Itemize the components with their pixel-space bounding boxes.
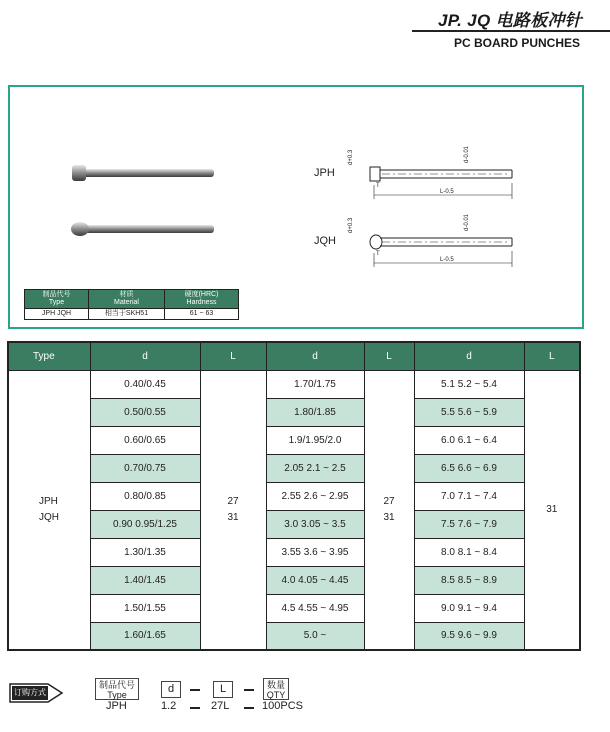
mat-header-material: 材质 Material [89,290,165,309]
page-subtitle: PC BOARD PUNCHES [453,36,580,50]
d1-cell: 0.80/0.85 [90,482,200,510]
d3-cell: 6.5 6.6 ~ 6.9 [414,454,524,482]
d3-cell: 8.0 8.1 ~ 8.4 [414,538,524,566]
header-l1: L [200,342,266,370]
jph-dim-l: L-0.5 [440,189,454,195]
size-table-body [8,370,580,650]
order-ex-type: JPH [106,700,127,712]
d3-cell: 6.0 6.1 ~ 6.4 [414,426,524,454]
order-d-box: d [161,681,181,698]
product-panel [8,85,584,329]
table-row [8,398,580,426]
dash-1 [190,689,200,691]
order-ex-l: 27L [211,700,230,712]
table-row [8,482,580,510]
mat-header-type: 制品代号 Type [25,290,89,309]
header-l3: L [524,342,580,370]
d1-cell: 0.60/0.65 [90,426,200,454]
jqh-label: JQH [314,235,336,247]
d1-cell: 0.40/0.45 [90,370,200,398]
d3-cell: 9.0 9.1 ~ 9.4 [414,594,524,622]
header-d2: d [266,342,364,370]
d3-cell: 7.0 7.1 ~ 7.4 [414,482,524,510]
d2-cell: 1.70/1.75 [266,370,364,398]
size-table [7,341,581,651]
jph-drawing [352,147,522,207]
order-qty-box [263,678,289,700]
punch-photo [66,155,226,245]
material-table [24,289,239,320]
header-l2: L [364,342,414,370]
d3-cell: 5.5 5.6 ~ 5.9 [414,398,524,426]
order-qty-cn: 数量 [266,680,285,690]
jph-dim-d: d+0.3 [348,149,354,165]
jqh-dim-d: d+0.3 [348,217,354,233]
header-d3: d [414,342,524,370]
d1-cell: 1.40/1.45 [90,566,200,594]
dash-3 [190,707,200,709]
d2-cell: 4.5 4.55 ~ 4.95 [266,594,364,622]
jph-dim-t: T [376,183,380,189]
order-ex-qty: 100PCS [262,700,303,712]
d3-cell: 8.5 8.5 ~ 8.9 [414,566,524,594]
mat-material: 相当于SKH51 [89,309,165,320]
table-row [8,510,580,538]
l2-cell: 27 31 [364,370,414,650]
table-row [8,370,580,398]
jqh-dim-t: T [376,251,380,257]
d2-cell: 3.0 3.05 ~ 3.5 [266,510,364,538]
header-d1: d [90,342,200,370]
d3-cell: 7.5 7.6 ~ 7.9 [414,510,524,538]
order-type-en: Type [107,690,127,700]
d2-cell: 2.05 2.1 ~ 2.5 [266,454,364,482]
d2-cell: 2.55 2.6 ~ 2.95 [266,482,364,510]
order-type-box [95,678,139,700]
title-rule [412,30,610,32]
table-row [8,622,580,650]
d1-cell: 0.90 0.95/1.25 [90,510,200,538]
d2-cell: 5.0 ~ [266,622,364,650]
d3-cell: 5.1 5.2 ~ 5.4 [414,370,524,398]
order-qty-en: QTY [266,690,286,700]
mat-header-hardness: 硬度(HRC) Hardness [165,290,239,309]
jqh-dim-d2: d-0.01 [464,213,470,231]
order-badge-label: 订购方式 [14,688,46,697]
d3-cell: 9.5 9.6 ~ 9.9 [414,622,524,650]
l3-cell: 31 [524,370,580,650]
jqh-drawing [352,215,522,275]
d1-cell: 0.50/0.55 [90,398,200,426]
d2-cell: 3.55 3.6 ~ 3.95 [266,538,364,566]
dash-4 [244,707,254,709]
order-l-box: L [213,681,233,698]
page-title: JP. JQ 电路板冲针 [437,11,582,30]
d2-cell: 1.9/1.95/2.0 [266,426,364,454]
header-type: Type [8,342,90,370]
table-row [8,538,580,566]
table-row [8,426,580,454]
mat-hardness: 61 ~ 63 [165,309,239,320]
table-row [8,594,580,622]
d1-cell: 1.50/1.55 [90,594,200,622]
l1-cell: 27 31 [200,370,266,650]
dash-2 [244,689,254,691]
d1-cell: 1.30/1.35 [90,538,200,566]
jph-dim-d2: d-0.01 [464,145,470,163]
order-ex-d: 1.2 [161,700,177,712]
d1-cell: 1.60/1.65 [90,622,200,650]
table-row [8,566,580,594]
order-type-cn: 制品代号 [98,680,135,690]
d2-cell: 4.0 4.05 ~ 4.45 [266,566,364,594]
d1-cell: 0.70/0.75 [90,454,200,482]
jph-label: JPH [314,167,335,179]
type-cell: JPH JQH [8,370,90,650]
jqh-dim-l: L-0.5 [440,257,454,263]
table-row [8,454,580,482]
d2-cell: 1.80/1.85 [266,398,364,426]
mat-type: JPH JQH [25,309,89,320]
